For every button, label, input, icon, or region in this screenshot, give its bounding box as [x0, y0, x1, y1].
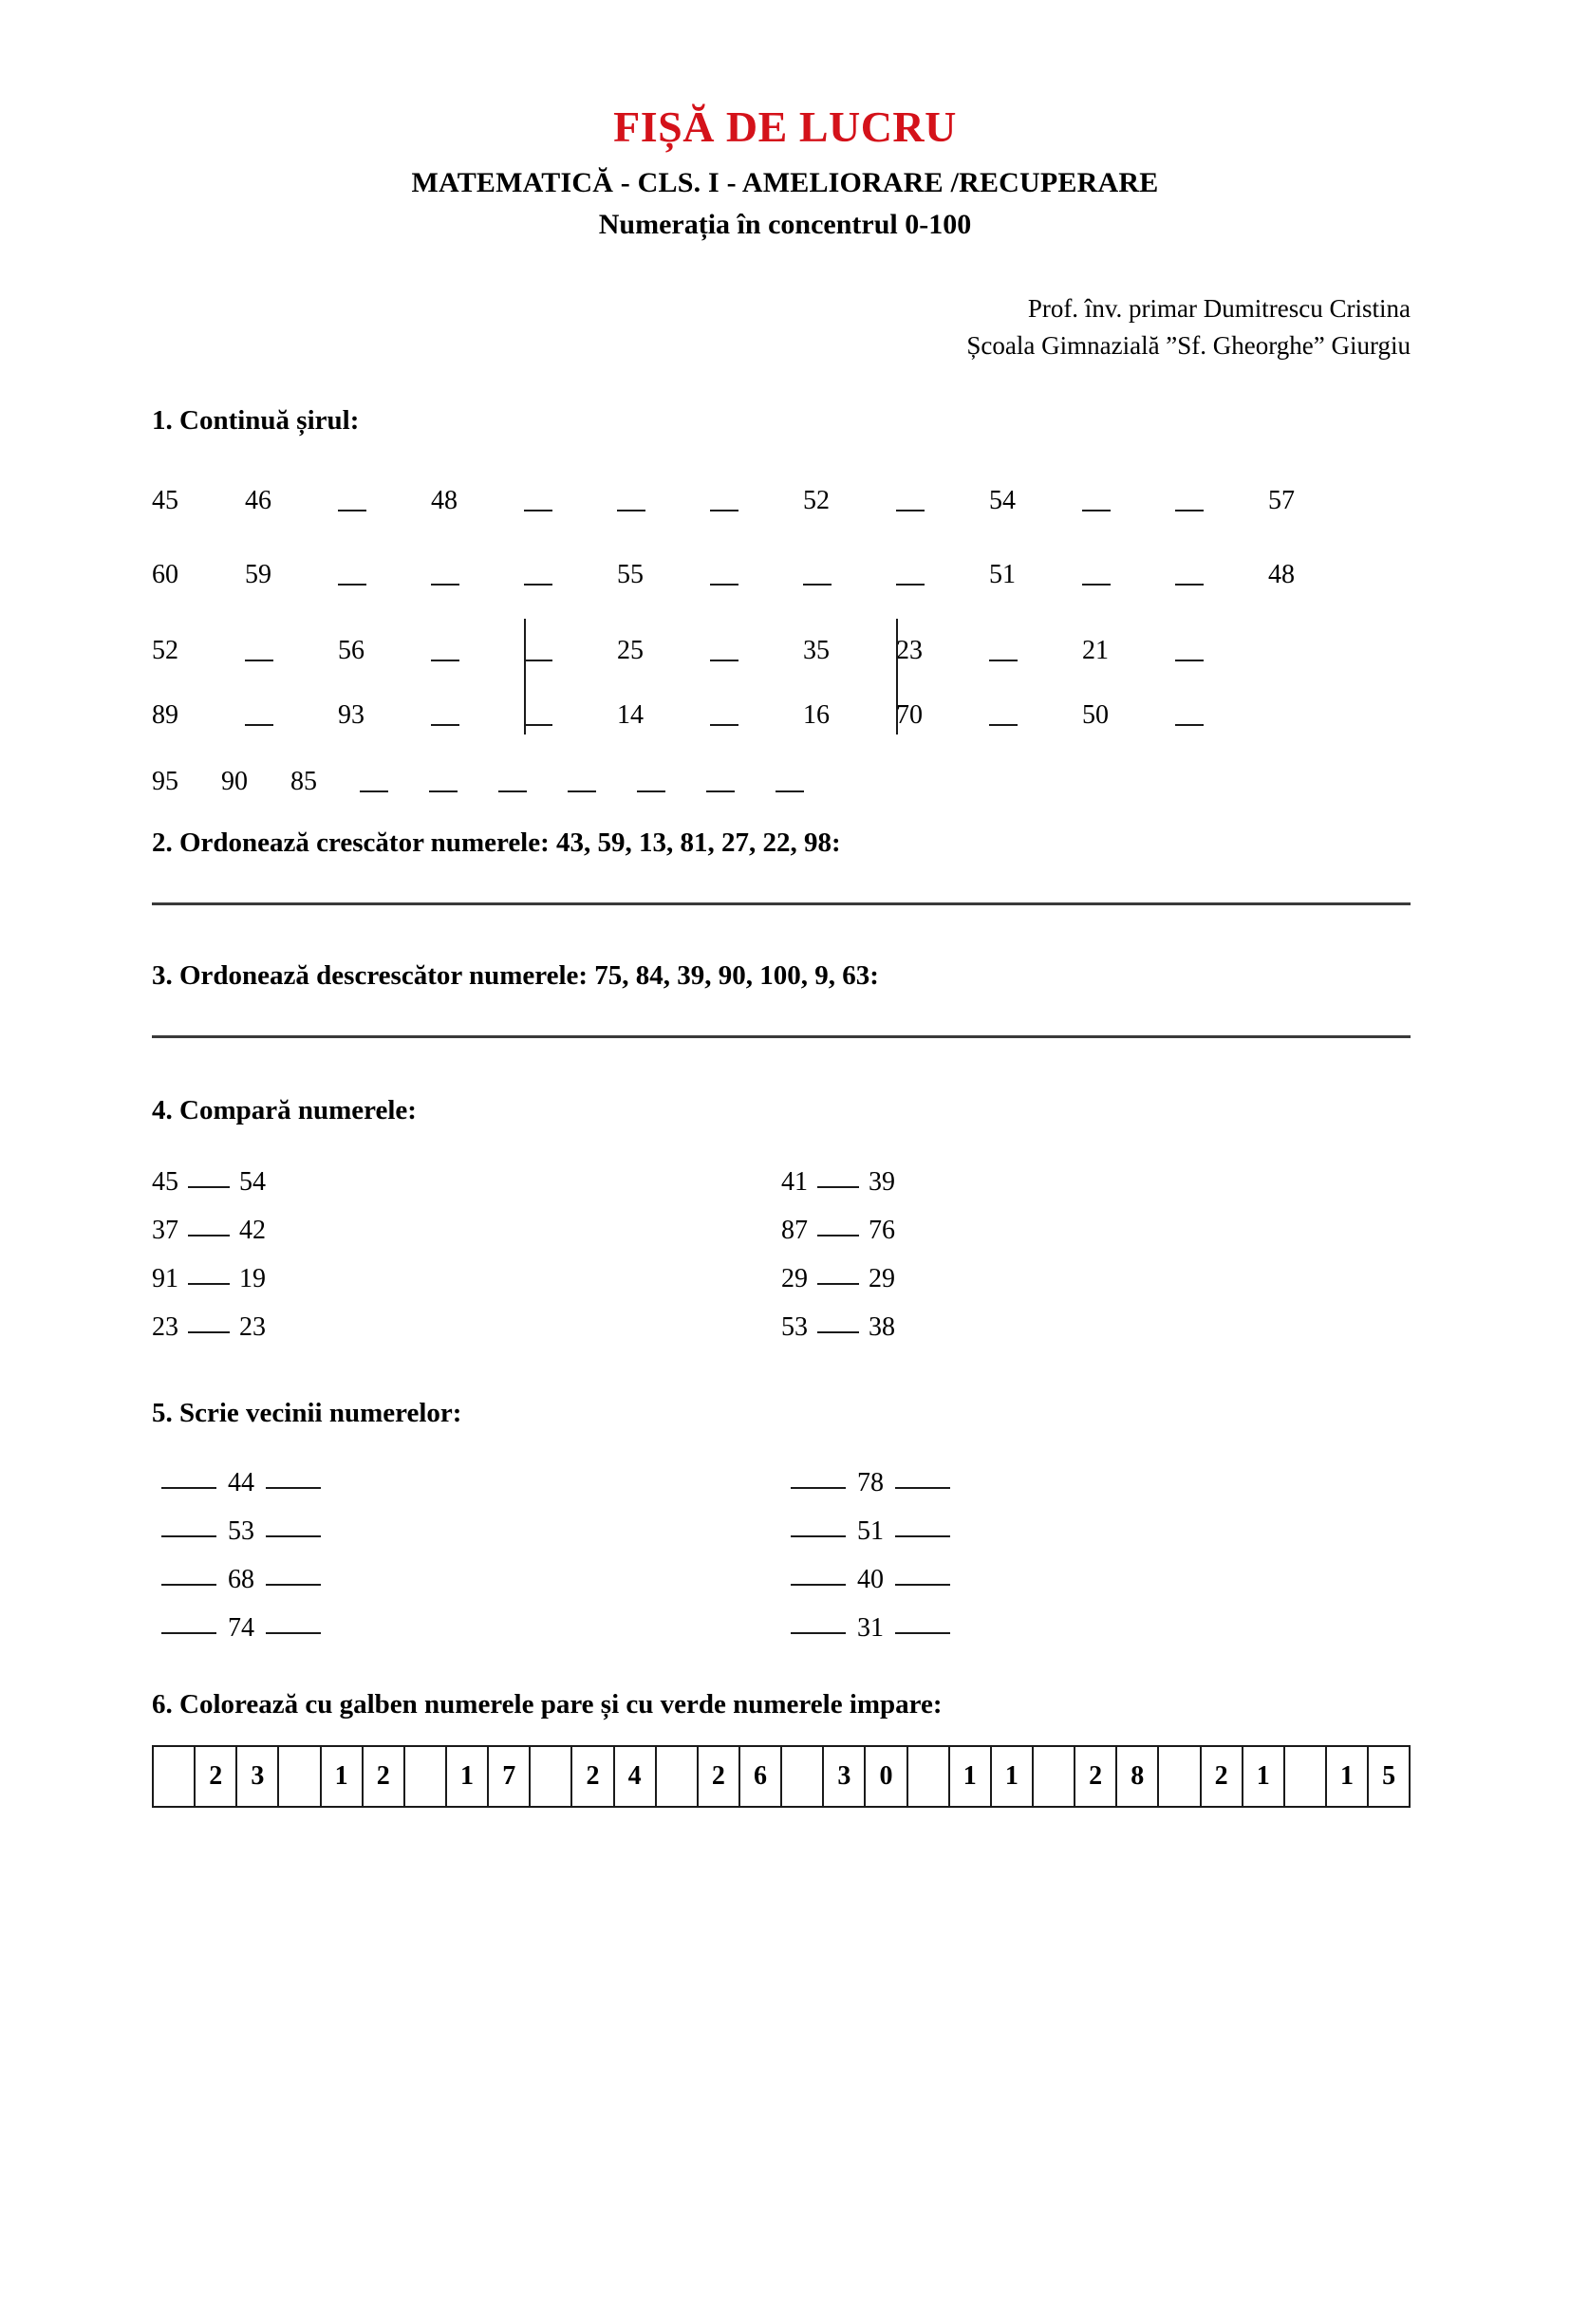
sequence-blank[interactable]: [710, 702, 803, 729]
grid-cell[interactable]: 2: [1075, 1747, 1117, 1806]
sequence-cell[interactable]: 21: [1082, 635, 1109, 665]
grid-cell[interactable]: 1: [1327, 1747, 1369, 1806]
sequence-blank[interactable]: [245, 638, 338, 664]
exercise-1-sequences: [152, 461, 1411, 795]
sequence-blank[interactable]: [1082, 488, 1175, 514]
neighbours-item[interactable]: [152, 1565, 781, 1595]
neighbour-before-blank[interactable]: [791, 1572, 846, 1586]
page-subtitle-subject: MATEMATICĂ - CLS. I - AMELIORARE /RECUPERARE: [411, 167, 1159, 199]
neighbours-item[interactable]: [152, 1468, 781, 1498]
grid-cell[interactable]: [1285, 1747, 1327, 1806]
neighbours-item[interactable]: [152, 1516, 781, 1547]
sequence-blank[interactable]: [524, 488, 617, 514]
comparison-left-number: 45: [152, 1166, 178, 1197]
sequence-blank[interactable]: [803, 562, 896, 588]
neighbour-after-blank[interactable]: [266, 1524, 321, 1537]
sequence-cell[interactable]: 16: [803, 699, 830, 730]
neighbours-item[interactable]: [152, 1613, 781, 1644]
comparison-row: [152, 1149, 1411, 1198]
grid-cell[interactable]: [908, 1747, 950, 1806]
comparison-pair[interactable]: [781, 1216, 1411, 1246]
comparison-left-number: 37: [152, 1215, 178, 1245]
comparison-blank[interactable]: [188, 1320, 230, 1333]
exercise-2-answer-line[interactable]: [152, 902, 1411, 905]
sequence-blank[interactable]: [524, 638, 617, 664]
sequence-cell[interactable]: 59: [245, 559, 271, 589]
grid-cell[interactable]: 1: [322, 1747, 364, 1806]
neighbour-before-blank[interactable]: [161, 1476, 216, 1489]
sequence-blank[interactable]: [989, 702, 1082, 729]
grid-cell[interactable]: 6: [740, 1747, 782, 1806]
sequence-cell[interactable]: 90: [221, 766, 248, 796]
neighbour-after-blank[interactable]: [895, 1476, 950, 1489]
comparison-pair[interactable]: [152, 1312, 781, 1343]
grid-cell[interactable]: [405, 1747, 447, 1806]
grid-cell[interactable]: [657, 1747, 699, 1806]
sequence-cell[interactable]: 57: [1268, 485, 1295, 515]
comparison-blank[interactable]: [188, 1223, 230, 1236]
grid-cell[interactable]: [1159, 1747, 1201, 1806]
sequence-cell[interactable]: 70: [896, 699, 923, 730]
grid-cell[interactable]: [154, 1747, 196, 1806]
grid-cell[interactable]: 1: [950, 1747, 992, 1806]
sequence-blank[interactable]: [710, 488, 803, 514]
grid-cell[interactable]: [279, 1747, 321, 1806]
neighbour-after-blank[interactable]: [266, 1572, 321, 1586]
comparison-pair[interactable]: [781, 1312, 1411, 1343]
sequence-blank[interactable]: [498, 769, 568, 795]
exercise-5-heading: 5. Scrie vecinii numerelor:: [152, 1397, 462, 1428]
sequence-blank[interactable]: [896, 488, 989, 514]
neighbours-row: [152, 1547, 1411, 1595]
neighbour-before-blank[interactable]: [791, 1524, 846, 1537]
exercise-4: [152, 1095, 1411, 1343]
author-block: [0, 290, 1570, 363]
comparison-right-number: 76: [869, 1215, 895, 1245]
sequence-blank[interactable]: [776, 769, 845, 795]
sequence-row: [152, 676, 1411, 729]
grid-cell[interactable]: 2: [699, 1747, 740, 1806]
sequence-cell[interactable]: 56: [338, 635, 364, 665]
comparison-table: [152, 1149, 1411, 1343]
exercise-2: [152, 827, 1411, 905]
sequence-blank[interactable]: [338, 562, 431, 588]
author-name: Prof. înv. primar Dumitrescu Cristina: [1027, 294, 1411, 324]
neighbour-after-blank[interactable]: [895, 1524, 950, 1537]
worksheet-page: [0, 104, 1570, 2324]
comparison-left-number: 23: [152, 1311, 178, 1342]
comparison-blank[interactable]: [817, 1223, 859, 1236]
sequence-cell[interactable]: 23: [896, 635, 923, 665]
neighbours-item[interactable]: [781, 1613, 1411, 1644]
neighbours-item[interactable]: [781, 1565, 1411, 1595]
neighbour-number: 78: [857, 1467, 884, 1497]
worksheet-content: [0, 405, 1570, 1808]
neighbours-item[interactable]: [781, 1468, 1411, 1498]
comparison-right-number: 54: [239, 1166, 266, 1197]
comparison-blank[interactable]: [817, 1272, 859, 1285]
page-title: FIȘĂ DE LUCRU: [613, 102, 957, 151]
comparison-row: [152, 1198, 1411, 1246]
sequence-cell[interactable]: 25: [617, 635, 644, 665]
comparison-pair[interactable]: [152, 1216, 781, 1246]
sequence-blank[interactable]: [896, 562, 989, 588]
sequence-cell[interactable]: 85: [290, 766, 317, 796]
sequence-blank[interactable]: [989, 638, 1082, 664]
neighbour-number: 74: [228, 1612, 254, 1643]
neighbours-item[interactable]: [781, 1516, 1411, 1547]
neighbour-number: 51: [857, 1515, 884, 1546]
sequence-blank[interactable]: [524, 702, 617, 729]
grid-cell[interactable]: [531, 1747, 572, 1806]
exercise-2-heading: 2. Ordonează crescător numerele: 43, 59, 13, 81, 27, 22, 98:: [152, 827, 841, 858]
sequence-row: [152, 461, 1411, 514]
neighbours-table: [152, 1450, 1411, 1644]
sequence-cell[interactable]: 60: [152, 559, 178, 589]
grid-cell[interactable]: 8: [1117, 1747, 1159, 1806]
sequence-blank[interactable]: [245, 702, 338, 729]
neighbour-before-blank[interactable]: [161, 1524, 216, 1537]
neighbour-after-blank[interactable]: [895, 1572, 950, 1586]
exercise-3: [152, 960, 1411, 1038]
sequence-cell[interactable]: 50: [1082, 699, 1109, 730]
exercise-6-heading: 6. Colorează cu galben numerele pare și cu verde numerele impare:: [152, 1688, 943, 1720]
grid-cell[interactable]: 2: [572, 1747, 614, 1806]
sequence-blank[interactable]: [431, 702, 524, 729]
neighbours-row: [152, 1498, 1411, 1547]
sequence-row: [152, 748, 1411, 795]
number-coloring-grid: [152, 1745, 1411, 1808]
comparison-left-number: 41: [781, 1166, 808, 1197]
neighbour-number: 53: [228, 1515, 254, 1546]
neighbour-before-blank[interactable]: [791, 1621, 846, 1634]
sequence-blank[interactable]: [1175, 488, 1268, 514]
sequence-cell[interactable]: 45: [152, 485, 178, 515]
sequence-blank[interactable]: [429, 769, 498, 795]
sequence-cell[interactable]: 93: [338, 699, 364, 730]
sequence-cell[interactable]: 55: [617, 559, 644, 589]
sequence-blank[interactable]: [431, 638, 524, 664]
comparison-pair[interactable]: [781, 1167, 1411, 1198]
sequence-blank[interactable]: [1082, 562, 1175, 588]
neighbour-before-blank[interactable]: [161, 1621, 216, 1634]
neighbour-number: 31: [857, 1612, 884, 1643]
sequence-blank[interactable]: [710, 638, 803, 664]
sequence-cell[interactable]: 54: [989, 485, 1016, 515]
grid-cell[interactable]: 1: [447, 1747, 489, 1806]
comparison-pair[interactable]: [152, 1264, 781, 1294]
sequence-blank[interactable]: [706, 769, 776, 795]
neighbours-row: [152, 1595, 1411, 1644]
grid-cell[interactable]: 0: [866, 1747, 907, 1806]
sequence-cell[interactable]: 52: [803, 485, 830, 515]
comparison-right-number: 42: [239, 1215, 266, 1245]
comparison-blank[interactable]: [188, 1175, 230, 1188]
sequence-cell[interactable]: 89: [152, 699, 178, 730]
sequence-blank[interactable]: [637, 769, 706, 795]
page-subtitle-topic: Numerația în concentrul 0-100: [598, 209, 972, 241]
grid-cell[interactable]: 7: [489, 1747, 531, 1806]
sequence-cell[interactable]: 48: [1268, 559, 1295, 589]
neighbour-number: 40: [857, 1564, 884, 1594]
neighbour-number: 44: [228, 1467, 254, 1497]
exercise-4-heading: 4. Compară numerele:: [152, 1094, 417, 1125]
comparison-right-number: 23: [239, 1311, 266, 1342]
sequence-cell[interactable]: 52: [152, 635, 178, 665]
comparison-pair[interactable]: [152, 1167, 781, 1198]
grid-cell[interactable]: 1: [1243, 1747, 1285, 1806]
comparison-right-number: 19: [239, 1263, 266, 1293]
comparison-row: [152, 1294, 1411, 1343]
grid-cell[interactable]: 3: [824, 1747, 866, 1806]
comparison-pair[interactable]: [781, 1264, 1411, 1294]
exercise-3-answer-line[interactable]: [152, 1035, 1411, 1038]
exercise-1-heading: 1. Continuă șirul:: [152, 404, 360, 436]
exercise-5: [152, 1398, 1411, 1644]
comparison-blank[interactable]: [817, 1175, 859, 1188]
exercise-6: [152, 1689, 1411, 1808]
sequence-blank[interactable]: [568, 769, 637, 795]
neighbours-row: [152, 1450, 1411, 1498]
grid-cell[interactable]: 2: [364, 1747, 405, 1806]
comparison-left-number: 87: [781, 1215, 808, 1245]
sequence-row: [152, 611, 1411, 664]
neighbour-before-blank[interactable]: [791, 1476, 846, 1489]
author-school: Școala Gimnazială ”Sf. Gheorghe” Giurgiu: [966, 330, 1411, 360]
grid-cell[interactable]: 5: [1382, 1760, 1396, 1791]
grid-cell[interactable]: 2: [196, 1747, 237, 1806]
sequence-blank[interactable]: [338, 488, 431, 514]
grid-cell[interactable]: [1034, 1747, 1075, 1806]
exercise-3-heading: 3. Ordonează descrescător numerele: 75, 84, 39, 90, 100, 9, 63:: [152, 959, 879, 991]
sequence-cell[interactable]: 35: [803, 635, 830, 665]
comparison-blank[interactable]: [817, 1320, 859, 1333]
neighbour-after-blank[interactable]: [895, 1621, 950, 1634]
comparison-blank[interactable]: [188, 1272, 230, 1285]
comparison-left-number: 29: [781, 1263, 808, 1293]
sequence-blank[interactable]: [360, 769, 429, 795]
neighbour-after-blank[interactable]: [266, 1476, 321, 1489]
grid-cell[interactable]: [782, 1747, 824, 1806]
sequence-blank[interactable]: [1175, 562, 1268, 588]
comparison-left-number: 91: [152, 1263, 178, 1293]
sequence-blank[interactable]: [1175, 702, 1268, 729]
comparison-row: [152, 1246, 1411, 1294]
comparison-right-number: 29: [869, 1263, 895, 1293]
sequence-cell[interactable]: 95: [152, 766, 178, 796]
comparison-right-number: 38: [869, 1311, 895, 1342]
sequence-cell[interactable]: 46: [245, 485, 271, 515]
sequence-cell[interactable]: 48: [431, 485, 458, 515]
sequence-blank[interactable]: [617, 488, 710, 514]
sequence-cell[interactable]: 51: [989, 559, 1016, 589]
grid-cell[interactable]: 4: [615, 1747, 657, 1806]
sequence-blank[interactable]: [1175, 638, 1268, 664]
grid-cell[interactable]: 3: [237, 1747, 279, 1806]
neighbour-after-blank[interactable]: [266, 1621, 321, 1634]
comparison-left-number: 53: [781, 1311, 808, 1342]
comparison-right-number: 39: [869, 1166, 895, 1197]
sequence-row: [152, 535, 1411, 588]
sequence-cell[interactable]: 14: [617, 699, 644, 730]
sequence-blank[interactable]: [524, 562, 617, 588]
grid-cell[interactable]: 1: [992, 1747, 1034, 1806]
sequence-blank[interactable]: [710, 562, 803, 588]
grid-cell[interactable]: 2: [1202, 1747, 1243, 1806]
sequence-blank[interactable]: [431, 562, 524, 588]
neighbour-before-blank[interactable]: [161, 1572, 216, 1586]
exercise-1: [152, 405, 1411, 795]
neighbour-number: 68: [228, 1564, 254, 1594]
